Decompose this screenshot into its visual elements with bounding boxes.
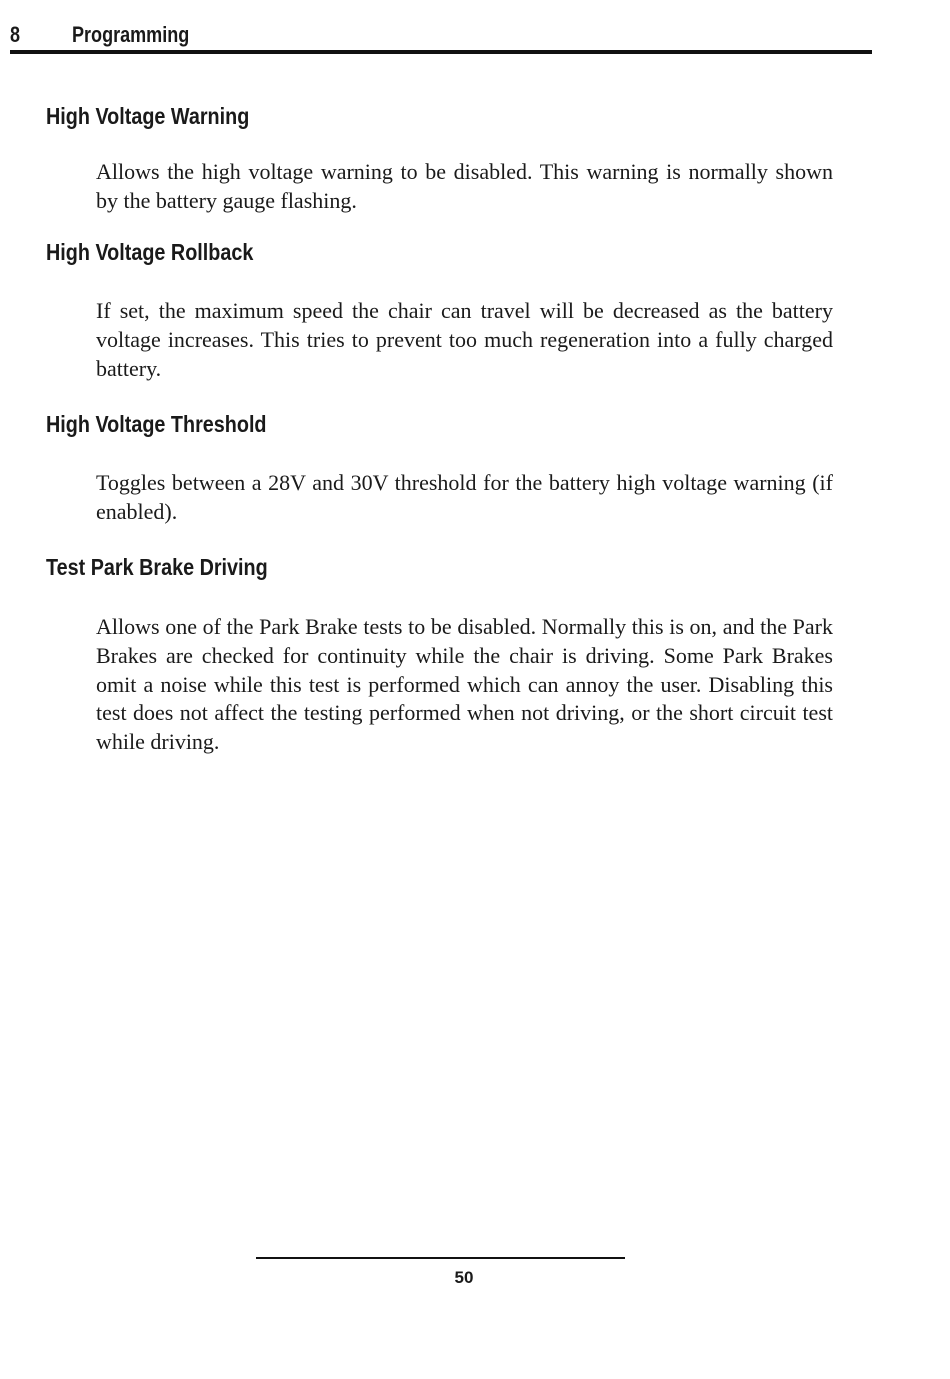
section-body: If set, the maximum speed the chair can travel will be decreased as the battery voltage increases. This tries to prevent too much regeneration into a fully charged battery. [96, 298, 833, 381]
section-heading: Test Park Brake Driving [46, 554, 268, 580]
footer-rule [256, 1257, 625, 1259]
section-heading: High Voltage Rollback [46, 239, 254, 265]
page-number: 50 [454, 1268, 474, 1287]
section-high-voltage-rollback [46, 239, 836, 381]
section-high-voltage-warning [46, 103, 836, 213]
chapter-title: Programming [72, 22, 190, 47]
section-heading: High Voltage Threshold [46, 411, 267, 437]
chapter-number: 8 [10, 22, 21, 47]
page-header [10, 20, 872, 54]
section-body: Allows the high voltage warning to be disabled. This warning is normally shown by the battery gauge flashing. [96, 159, 833, 213]
section-high-voltage-threshold [46, 411, 836, 524]
section-body: Toggles between a 28V and 30V threshold for the battery high voltage warning (if enabled). [96, 470, 833, 524]
section-test-park-brake-driving [46, 554, 836, 755]
section-heading: High Voltage Warning [46, 103, 250, 129]
section-body: Allows one of the Park Brake tests to be disabled. Normally this is on, and the Park Brakes are checked for continuity while the chair is driving. Some Park Brakes omit a noise while this test is performed which can annoy the user. Disabling this test does not affect the testing performed when not driving, or the short circuit test while driving. [96, 614, 833, 755]
